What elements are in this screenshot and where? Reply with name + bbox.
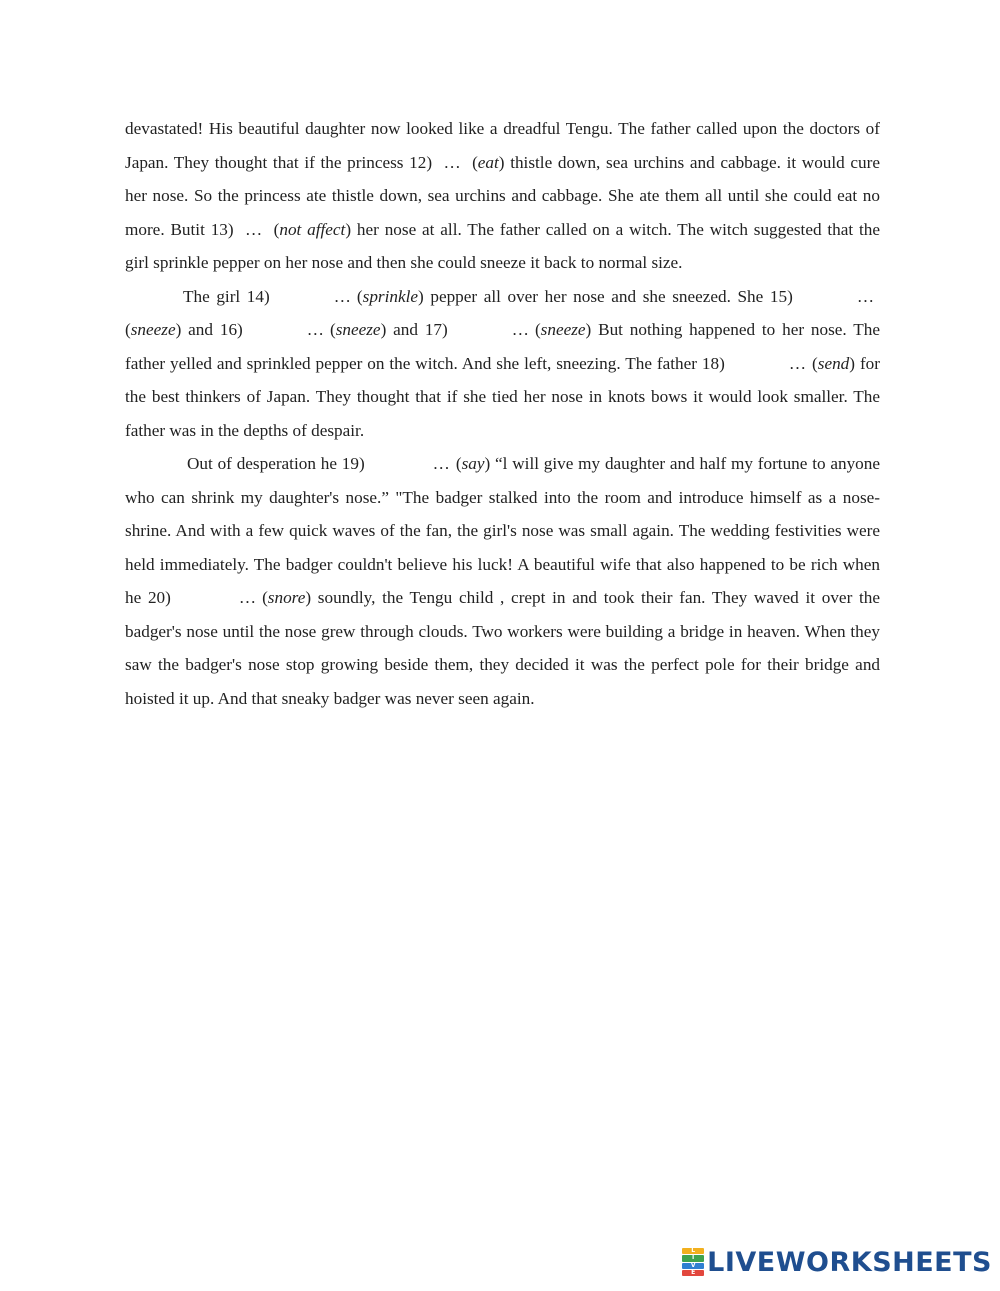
logo-letter-e: E	[682, 1270, 704, 1276]
answer-blank-19[interactable]: …	[432, 454, 450, 473]
question-number-19: 19)	[341, 454, 365, 473]
question-number-13: 13)	[210, 219, 234, 239]
question-number-12: 12)	[409, 152, 433, 172]
question-number-20: 20)	[147, 588, 171, 607]
liveworksheets-logo	[682, 1245, 992, 1279]
text-run: pepper all over her nose and she sneezed. She	[423, 286, 770, 306]
question-number-18: 18)	[701, 353, 725, 373]
answer-blank-20[interactable]: …	[238, 588, 257, 607]
liveworksheets-logo-icon	[682, 1248, 704, 1276]
verb-hint-14: sprinkle	[362, 286, 419, 306]
verb-hint-18: send	[817, 353, 850, 373]
logo-letter-i: I	[682, 1255, 704, 1261]
answer-blank-13[interactable]: …	[245, 219, 263, 239]
logo-letter-l: L	[682, 1248, 704, 1254]
paragraph-2: The girl 14) … (sprinkle) pepper all over her nose and she sneezed. She 15) …(sneeze) and 16) … (sneeze) and 17) … (sneeze) But nothing happened to her nose. The father yelled and sprinkled pepper on the witch. And she left, sneezing. The father 18) … (send) for the best thinkers of Japan. They thought that if she tied her nose in knots bows it would look smaller. The father was in the depths of despair.	[125, 280, 880, 448]
answer-blank-12[interactable]: …	[443, 152, 461, 172]
answer-blank-14[interactable]: …	[333, 286, 351, 306]
question-number-14: 14)	[246, 286, 270, 306]
logo-letter-v: V	[682, 1263, 704, 1269]
liveworksheets-logo-text: LIVEWORKSHEETS	[707, 1246, 992, 1278]
verb-hint-19: say	[461, 454, 485, 473]
verb-hint-17: sneeze	[540, 320, 586, 339]
verb-hint-16: sneeze	[335, 320, 381, 339]
question-number-16: 16)	[219, 320, 243, 339]
paragraph-3: Out of desperation he 19) … (say) “l will give my daughter and half my fortune to anyone who can shrink my daughter's nose.” "The badger stalked into the room and introduce himself as a nose-shrine. And with a few quick waves of the fan, the girl's nose was small again. The wedding festivities were held immediately. The badger couldn't believe his luck! A beautiful wife that also happened to be rich when he 20) … (snore) soundly, the Tengu child , crept in and took their fan. They waved it over the badger's nose until the nose grew through clouds. Two workers were building a bridge in heaven. When they saw the badger's nose stop growing beside them, they decided it was the perfect pole for their bridge and hoisted it up. And that sneaky badger was never seen again.	[125, 447, 880, 715]
verb-hint-12: eat	[477, 152, 499, 172]
text-run: for the best thinkers of Japan. They thought that if she tied her nose in knots bows it would look smaller. The father was in the depths of despair.	[125, 353, 880, 440]
text-run: her nose at all. The father called on a witch. The witch suggested that the girl sprinkle pepper on her nose and then she could sneeze it back to normal size.	[125, 219, 880, 272]
text-run: The girl	[183, 286, 247, 306]
paragraph-1: devastated! His beautiful daughter now looked like a dreadful Tengu. The father called upon the doctors of Japan. They thought that if the princess 12) … (eat) thistle down, sea urchins and cabbage. it would cure her nose. So the princess ate thistle down, sea urchins and cabbage. She ate them all until she could eat no more. Butit 13) … (not affect) her nose at all. The father called on a witch. The witch suggested that the girl sprinkle pepper on her nose and then she could sneeze it back to normal size.	[125, 119, 880, 272]
answer-blank-17[interactable]: …	[511, 320, 529, 339]
question-number-15: 15)	[769, 286, 793, 306]
question-number-17: 17)	[424, 320, 448, 339]
text-run: soundly, the Tengu child , crept in and took their fan. They waved it over the badger's nose until the nose grew through clouds. Two workers were building a bridge in heaven. When they saw the badger's nose stop growing beside them, they decided it was the perfect pole for their bridge and hoisted it up. And that sneaky badger was never seen again.	[125, 588, 880, 708]
text-run: devastated! His beautiful daughter now looked like a dreadful Tengu. The father called upon the doctors of Japan. They thought that if the princess	[125, 119, 880, 172]
text-run: But nothing happened to her nose. The father yelled and sprinkled pepper on the witch. And she left, sneezing. The father	[125, 320, 880, 373]
answer-blank-15[interactable]: …	[856, 286, 874, 306]
answer-blank-18[interactable]: …	[788, 353, 807, 373]
text-run: and	[386, 320, 425, 339]
verb-hint-20: snore	[267, 588, 306, 607]
text-run: Out of desperation he	[187, 454, 342, 473]
text-run: “l will give my daughter and half my fortune to anyone who can shrink my daughter's nose.” "The badger stalked into the room and introduce himself as a nose-shrine. And with a few quick waves of the fan, the girl's nose was small again. The wedding festivities were held immediately. The badger couldn't believe his luck! A beautiful wife that also happened to be rich when he	[125, 454, 880, 607]
verb-hint-13: not affect	[279, 219, 346, 239]
answer-blank-16[interactable]: …	[306, 320, 324, 339]
text-run: thistle down, sea urchins and cabbage. it would cure her nose. So the princess ate thistle down, sea urchins and cabbage. She ate them all until she could eat no more. Butit	[125, 152, 880, 239]
verb-hint-15: sneeze	[130, 320, 176, 339]
text-run: and	[181, 320, 220, 339]
story-text	[125, 112, 880, 715]
